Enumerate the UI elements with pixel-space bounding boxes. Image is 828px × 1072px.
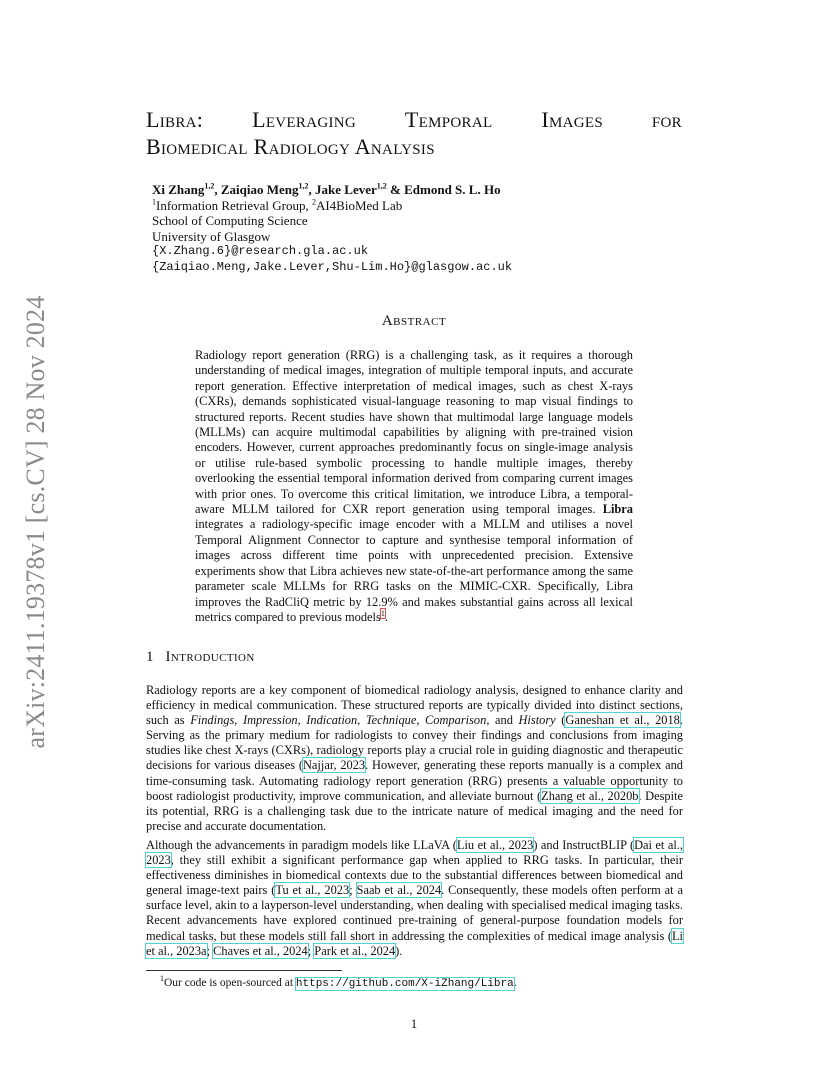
footnote: [160, 974, 517, 990]
author-name: Jake Lever: [315, 182, 377, 197]
author-name: & Edmond S. L. Ho: [390, 182, 501, 197]
abstract-text: Radiology report generation (RRG) is a challenging task, as it requires a thorough understanding of medical images, integration of multiple temporal inputs, and accurate report generation. Effective interpretation of medical images, such as chest X-rays (CXRs), demands sophisticated visual-language reasoning to map visual findings to structured reports. Recent studies have shown that multimodal large language models (MLLMs) can acquire multimodal capabilities by aligning with pre-trained vision encoders. However, current approaches predominantly focus on single-image analysis or utilise rule-based symbolic processing to handle multiple images, thereby overlooking the essential temporal information derived from comparing current images with prior ones. To overcome this critical limitation, we introduce Libra, a temporal-aware MLLM tailored for CXR report generation using temporal images.: [195, 348, 633, 517]
affiliation-sup: 1: [152, 197, 156, 207]
title-word: Leveraging: [252, 107, 357, 132]
paragraph-text: Although the advancements in paradigm models like LLaVA: [146, 838, 450, 852]
abstract-body: [195, 348, 633, 625]
title-word: Images: [541, 107, 603, 132]
intro-paragraph-2: Although the advancements in paradigm models like LLaVA (Liu et al., 2023) and InstructBLIP (Dai et al., 2023, they still exhibit a significant performance gap when applied to RRG tasks. In particular, their effectiveness diminishes in biomedical contexts due to the substantial differences between biomedical and general image-text pairs (Tu et al., 2023; Saab et al., 2024. Consequently, these models often perform at a surface level, akin to a layperson-level understanding, when dealing with specialised medical imaging tasks. Recent advancements have explored continued pre-training of general-purpose foundation models for medical tasks, but these models still fall short in addressing the complexities of medical image analysis (Li et al., 2023a; Chaves et al., 2024; Park et al., 2024).: [146, 838, 683, 958]
affiliation-2: AI4BioMed Lab: [315, 197, 403, 213]
paragraph-text: . Consequently, these models often perform at a surface level, akin to a layperson-level understanding, when dealing with specialised medical imaging tasks. Recent advancements have explored continued pre-training of general-purpose foundation models for medical tasks, but these models still fall short in addressing the complexities of medical image analysis: [146, 883, 683, 943]
affiliation-sup: 1,2: [204, 181, 215, 191]
affiliation-sup: 1,2: [376, 181, 387, 191]
arxiv-identifier: arXiv:2411.19378v1 [cs.CV] 28 Nov 2024: [21, 295, 50, 749]
footnote-text: Our code is open-sourced at: [164, 977, 294, 989]
paragraph-text: and InstructBLIP: [540, 838, 627, 852]
footnote-divider: [146, 970, 342, 971]
citation-link[interactable]: Ganeshan et al., 2018: [565, 713, 680, 728]
intro-paragraph-1: Radiology reports are a key component of biomedical radiology analysis, designed to enhance clarity and efficiency in medical communication. These structured reports are typically divided into distinct sections, such as Findings, Impression, Indication, Technique, Comparison, and History (Ganeshan et al., 2018. Serving as the primary medium for radiologists to convey their findings and conclusions from imaging studies like chest X-rays (CXRs), radiology reports play a crucial role in guiding diagnostic and therapeutic decisions for various diseases (Najjar, 2023. However, generating these reports manually is a complex and time-consuming task. Automating radiology report generation (RRG) presents a valuable opportunity to boost radiologist productivity, improve communication, and alleviate burnout (Zhang et al., 2020b. Despite its potential, RRG is a challenging task due to the intricate nature of medical imaging and the need for precise and accurate documentation.: [146, 683, 683, 833]
footnote-mark: 1: [160, 974, 164, 984]
email-line-1: {X.Zhang.6}@research.gla.ac.uk: [152, 244, 369, 258]
title-line-1: [146, 106, 682, 133]
citation-link[interactable]: Li et al., 2023a: [146, 928, 683, 958]
section-heading: [146, 649, 255, 666]
affiliation-line: [152, 198, 712, 214]
paragraph-text: , they still exhibit a significant performance gap when applied to RRG tasks. In particular, their effectiveness diminishes in biomedical contexts due to the substantial differences between biomedical and general image-text pairs: [146, 853, 683, 898]
title-word: Libra:: [146, 107, 204, 132]
citation-link[interactable]: Dai et al., 2023: [146, 838, 683, 868]
citation-link[interactable]: Najjar, 2023: [302, 758, 366, 773]
email-line-2: {Zaiqiao.Meng,Jake.Lever,Shu-Lim.Ho}@glasgow.ac.uk: [152, 259, 513, 274]
abstract-end: .: [384, 609, 388, 624]
title-line-2: Biomedical Radiology Analysis: [146, 134, 435, 159]
title-word: for: [651, 107, 682, 132]
code-repository-link[interactable]: https://github.com/X-iZhang/Libra: [295, 978, 514, 990]
affiliation-sup: 2: [311, 197, 316, 207]
abstract-bold-term: Libra: [602, 502, 633, 517]
page-number: 1: [410, 1016, 418, 1031]
author-block: [152, 182, 712, 275]
abstract-heading: Abstract: [381, 313, 447, 329]
italic-text: Findings, Impression, Indication, Technique, Comparison: [190, 713, 487, 728]
footnote-link[interactable]: 1: [380, 608, 385, 618]
paragraph-text: . Serving as the primary medium for radiologists to convey their findings and conclusions from imaging studies like chest X-rays (CXRs), radiology reports play a crucial role in guiding diagnostic and therapeutic decisions for various diseases: [146, 713, 683, 773]
citation-link[interactable]: Liu et al., 2023: [456, 838, 534, 852]
author-names: Xi Zhang$^{1,2}$, Zaiqiao Meng$^{1,2}$, Jake Lever$^{1,2}$ & Edmond S. L. Ho: [152, 181, 501, 197]
author-name: Zaiqiao Meng: [220, 182, 299, 197]
abstract-text: integrates a radiology-specific image encoder with a MLLM and utilises a novel Temporal Alignment Connector to capture and synthesise temporal information of images across different time points with unprecedented precision. Extensive experiments show that Libra achieves new state-of-the-art performance among the same parameter scale MLLMs for RRG tasks on the MIMIC-CXR. Specifically, Libra improves the RadCliQ metric by 12.9% and makes substantial gains across all lexical metrics compared to previous models: [195, 517, 633, 624]
school-line: School of Computing Science: [152, 213, 308, 228]
citation-link[interactable]: Zhang et al., 2020b: [541, 788, 639, 803]
paragraph-text: ).: [395, 943, 403, 958]
paragraph-text: . Despite its potential, RRG is a challenging task due to the intricate nature of medical imaging and the need for precise and accurate documentation.: [146, 788, 683, 833]
citation-link[interactable]: Tu et al., 2023: [275, 883, 350, 898]
citation-link[interactable]: Saab et al., 2024: [356, 883, 442, 898]
citation-link[interactable]: Park et al., 2024: [314, 943, 396, 958]
citation-link[interactable]: Chaves et al., 2024: [213, 943, 308, 958]
section-number: 1: [146, 649, 154, 665]
arxiv-sidebar-stamp: [16, 272, 56, 772]
paragraph-text: Radiology reports are a key component of biomedical radiology analysis, designed to enhance clarity and efficiency in medical communication. These structured reports are typically divided into distinct sections, such as: [146, 683, 683, 728]
paragraph-text: , and: [486, 713, 513, 728]
affiliation-sup: 1,2: [298, 181, 309, 191]
author-name: Xi Zhang: [152, 182, 205, 197]
affiliation-1: Information Retrieval Group,: [156, 197, 309, 213]
title-word: Temporal: [404, 107, 493, 132]
footnote-end: .: [513, 977, 517, 989]
paragraph-text: . However, generating these reports manually is a complex and time-consuming task. Automating radiology report generation (RRG) presents a valuable opportunity to boost radiologist productivity, improve communication, and alleviate burnout: [146, 758, 683, 803]
paper-title: [146, 106, 682, 160]
university-line: University of Glasgow: [152, 228, 271, 244]
italic-text: History: [518, 713, 556, 728]
section-title: Introduction: [165, 649, 255, 665]
